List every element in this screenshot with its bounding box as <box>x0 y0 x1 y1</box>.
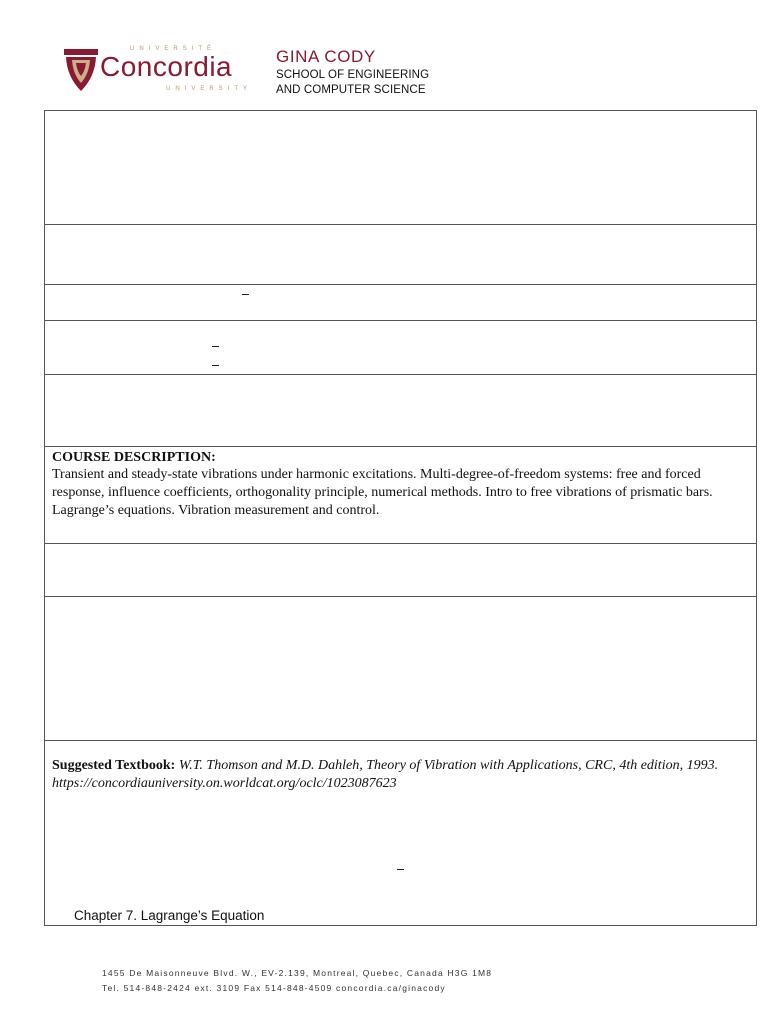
table-row-blank-4 <box>45 321 756 375</box>
concordia-crest-icon <box>62 45 100 93</box>
page-header <box>0 0 768 110</box>
table-row-blank-7 <box>45 597 756 741</box>
textbook-label: Suggested Textbook: <box>52 758 176 773</box>
course-description-body: Transient and steady-state vibrations under harmonic excitations. Multi-degree-of-freedom systems: free and forced response, influence coefficients, orthogonality principle, numerical methods. Intro to free vibrations of prismatic bars. Lagrange’s equations. Vibration measurement and control. <box>52 467 713 518</box>
school-name: GINA CODY <box>276 47 376 66</box>
concordia-wordmark: Concordia <box>100 51 233 82</box>
footer-address: 1455 De Maisonneuve Blvd. W., EV-2.139, Montreal, Quebec, Canada H3G 1M8 <box>102 968 493 978</box>
school-line-2: AND COMPUTER SCIENCE <box>276 84 426 96</box>
chapter-line: Chapter 7. Lagrange’s Equation <box>74 908 265 923</box>
underscore-mark <box>397 869 404 870</box>
table-row-blank-2 <box>45 225 756 285</box>
course-outline-table <box>44 110 757 926</box>
university-bottom-text: UNIVERSITY <box>166 86 253 92</box>
suggested-textbook <box>52 757 752 793</box>
table-row-blank-6 <box>45 544 756 597</box>
textbook-citation: W.T. Thomson and M.D. Dahleh, Theory of Vibration with Applications, CRC, 4th edition, 1993. https://concordiauniversity.on.worldcat.org/oclc/1023087623 <box>52 758 719 791</box>
table-row-blank-1 <box>45 111 756 225</box>
footer-contact: Tel. 514-848-2424 ext. 3109 Fax 514-848-4509 concordia.ca/ginacody <box>102 983 446 993</box>
underscore-mark <box>212 346 219 347</box>
school-line-1: SCHOOL OF ENGINEERING <box>276 69 430 81</box>
course-description-title: COURSE DESCRIPTION: <box>52 450 216 465</box>
course-description-row <box>45 447 756 544</box>
underscore-mark <box>212 365 219 366</box>
underscore-mark <box>242 294 249 295</box>
table-row-blank-3 <box>45 285 756 321</box>
table-row-blank-5 <box>45 375 756 447</box>
university-top-text: UNIVERSITÉ <box>130 46 217 52</box>
textbook-row <box>45 741 756 925</box>
